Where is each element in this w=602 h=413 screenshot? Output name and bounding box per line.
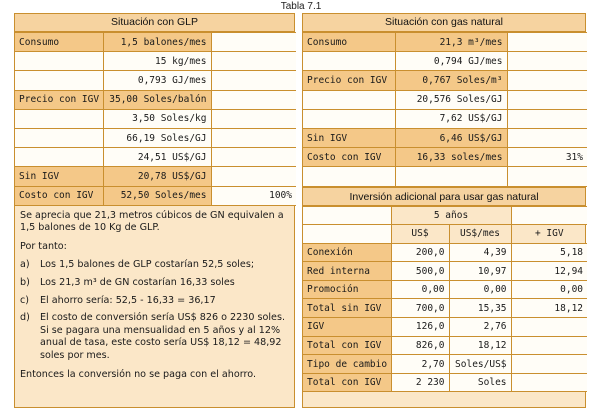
row-mes: 18,12	[449, 336, 511, 355]
table-row	[15, 90, 296, 109]
glp-table	[15, 32, 296, 206]
row-label: Sin IGV	[15, 167, 103, 186]
table-row	[303, 109, 587, 128]
row-igv	[511, 318, 587, 337]
row-label: Consumo	[303, 33, 395, 52]
row-extra	[211, 52, 296, 71]
row-value: 0,767 Soles/m³	[395, 71, 507, 90]
row-value: 66,19 Soles/GJ	[103, 128, 211, 147]
glp-panel	[14, 13, 295, 408]
row-value: 1,5 balones/mes	[103, 33, 211, 52]
row-label	[303, 52, 395, 71]
row-label	[303, 109, 395, 128]
table-row	[303, 262, 587, 281]
row-value: 16,33 soles/mes	[395, 148, 507, 167]
row-label: Conexión	[303, 243, 391, 262]
row-usd: 500,0	[391, 262, 449, 281]
list-text: El ahorro sería: 52,5 - 16,33 = 36,17	[40, 294, 216, 306]
notes-intro: Se aprecia que 21,3 metros cúbicos de GN equivalen a 1,5 balones de 10 Kg de GLP.	[20, 209, 284, 234]
row-label: Total sin IGV	[303, 299, 391, 318]
row-extra	[507, 90, 587, 109]
list-marker: c)	[20, 294, 30, 306]
list-item	[20, 277, 289, 290]
row-value: 7,62 US$/GJ	[395, 109, 507, 128]
row-mes: 10,97	[449, 262, 511, 281]
row-mes: 2,76	[449, 318, 511, 337]
row-value: 6,46 US$/GJ	[395, 128, 507, 147]
list-text: Los 21,3 m³ de GN costarían 16,33 soles	[40, 277, 235, 289]
list-item	[20, 312, 289, 362]
list-text: El costo de conversión sería US$ 826 o 2230 soles. Si se pagara una mensualidad en 5 años y al 12% anual de tasa, este costo sería US$ 18,12 = 48,92 soles por mes.	[40, 312, 285, 362]
inv-title: Inversión adicional para usar gas natural	[303, 187, 585, 206]
table-row	[303, 128, 587, 147]
row-value: 24,51 US$/GJ	[103, 148, 211, 167]
gn-table	[303, 32, 587, 187]
row-value: 21,3 m³/mes	[395, 33, 507, 52]
row-extra	[211, 33, 296, 52]
table-row	[15, 186, 296, 205]
row-extra: 100%	[211, 186, 296, 205]
table-row	[15, 33, 296, 52]
row-extra	[211, 90, 296, 109]
row-extra	[211, 148, 296, 167]
gn-title: Situación con gas natural	[303, 14, 585, 32]
table-row	[303, 167, 587, 186]
row-usd: 700,0	[391, 299, 449, 318]
row-igv: 5,18	[511, 243, 587, 262]
row-extra	[507, 33, 587, 52]
row-mes: Soles	[449, 373, 511, 392]
row-extra	[211, 71, 296, 90]
list-item	[20, 295, 289, 308]
row-label: Tipo de cambio	[303, 355, 391, 374]
list-text: Los 1,5 balones de GLP costarían 52,5 soles;	[40, 259, 255, 271]
list-marker: a)	[20, 259, 30, 271]
table-row	[303, 280, 587, 299]
table-row	[15, 52, 296, 71]
row-value: 20,78 US$/GJ	[103, 167, 211, 186]
glp-title: Situación con GLP	[15, 14, 294, 32]
inv-table	[303, 206, 587, 393]
table-row	[303, 336, 587, 355]
row-label	[303, 90, 395, 109]
row-extra	[507, 52, 587, 71]
table-row	[303, 52, 587, 71]
row-igv	[511, 336, 587, 355]
row-extra	[211, 167, 296, 186]
row-igv	[511, 355, 587, 374]
column-header: + IGV	[511, 225, 587, 244]
table-cell	[303, 206, 391, 225]
row-label: Total con IGV	[303, 336, 391, 355]
row-label: Precio con IGV	[15, 90, 103, 109]
row-label: Red interna	[303, 262, 391, 281]
row-usd: 2 230	[391, 373, 449, 392]
row-igv: 12,94	[511, 262, 587, 281]
row-label: IGV	[303, 318, 391, 337]
gn-panel	[302, 13, 586, 408]
column-header: US$/mes	[449, 225, 511, 244]
row-value: 52,50 Soles/mes	[103, 186, 211, 205]
table-caption: Tabla 7.1	[280, 1, 322, 12]
table-row	[15, 109, 296, 128]
notes-list	[20, 259, 289, 362]
table-row	[303, 206, 587, 225]
list-marker: d)	[20, 312, 30, 324]
row-extra: 31%	[507, 148, 587, 167]
row-igv: 0,00	[511, 280, 587, 299]
table-row	[303, 243, 587, 262]
row-value: 0,793 GJ/mes	[103, 71, 211, 90]
table-cell	[511, 206, 587, 225]
row-label	[303, 167, 395, 186]
table-row	[303, 318, 587, 337]
table-row	[303, 71, 587, 90]
row-label: Costo con IGV	[15, 186, 103, 205]
row-igv: 18,12	[511, 299, 587, 318]
row-mes: 4,39	[449, 243, 511, 262]
row-value: 3,50 Soles/kg	[103, 109, 211, 128]
table-row	[303, 90, 587, 109]
row-value	[395, 167, 507, 186]
row-label	[15, 71, 103, 90]
row-label: Total con IGV	[303, 373, 391, 392]
row-usd: 200,0	[391, 243, 449, 262]
table-row	[303, 355, 587, 374]
row-label: Consumo	[15, 33, 103, 52]
row-label: Costo con IGV	[303, 148, 395, 167]
row-label: Precio con IGV	[303, 71, 395, 90]
row-extra	[507, 167, 587, 186]
table-row	[303, 373, 587, 392]
list-item	[20, 259, 289, 272]
table-row	[303, 148, 587, 167]
row-value: 15 kg/mes	[103, 52, 211, 71]
row-mes: 0,00	[449, 280, 511, 299]
row-label	[15, 52, 103, 71]
column-header: US$	[391, 225, 449, 244]
row-mes: Soles/US$	[449, 355, 511, 374]
row-usd: 126,0	[391, 318, 449, 337]
table-row	[303, 299, 587, 318]
row-usd: 0,00	[391, 280, 449, 299]
row-value: 35,00 Soles/balón	[103, 90, 211, 109]
row-label	[15, 148, 103, 167]
list-marker: b)	[20, 277, 30, 289]
inv-years: 5 años	[391, 206, 511, 225]
row-extra	[211, 128, 296, 147]
row-usd: 2,70	[391, 355, 449, 374]
table-row	[15, 128, 296, 147]
row-mes: 15,35	[449, 299, 511, 318]
row-label	[15, 109, 103, 128]
row-extra	[507, 71, 587, 90]
row-igv	[511, 373, 587, 392]
row-usd: 826,0	[391, 336, 449, 355]
table-row	[15, 148, 296, 167]
row-label: Sin IGV	[303, 128, 395, 147]
row-label	[15, 128, 103, 147]
table-row	[303, 33, 587, 52]
table-row	[303, 225, 587, 244]
row-extra	[507, 109, 587, 128]
glp-notes	[15, 206, 294, 382]
row-extra	[507, 128, 587, 147]
notes-por-tanto: Por tanto:	[20, 240, 67, 252]
table-cell	[303, 225, 391, 244]
row-value: 0,794 GJ/mes	[395, 52, 507, 71]
table-row	[15, 71, 296, 90]
notes-conclusion: Entonces la conversión no se paga con el ahorro.	[20, 368, 257, 380]
row-label: Promoción	[303, 280, 391, 299]
row-extra	[211, 109, 296, 128]
table-row	[15, 167, 296, 186]
row-value: 20,576 Soles/GJ	[395, 90, 507, 109]
